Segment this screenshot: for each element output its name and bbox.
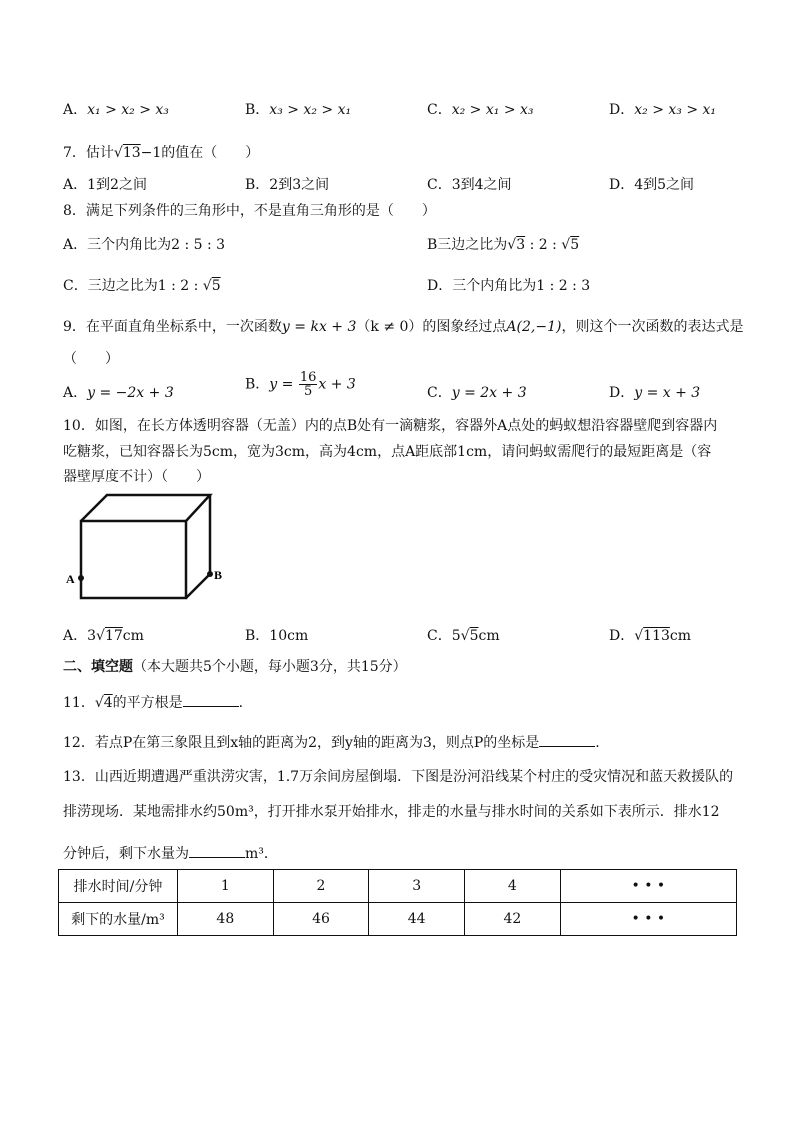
point-a-label: A	[66, 572, 75, 586]
q7-option-c: C．3到4之间	[427, 177, 512, 193]
table-header-cell: 排水时间/分钟	[59, 870, 178, 903]
q9-stem-line1: 9．在平面直角坐标系中，一次函数y = kx + 3（k ≠ 0）的图象经过点A(2,−1)，则这个一次函数的表达式是	[63, 319, 744, 335]
q7-option-a: A．1到2之间	[63, 177, 147, 193]
q7-option-d: D．4到5之间	[609, 177, 695, 193]
table-cell: 3	[369, 870, 465, 903]
q9-stem-line2: （ ）	[63, 351, 119, 367]
table-cell: 48	[178, 903, 274, 936]
q12-answer-blank[interactable]	[539, 732, 595, 747]
q12: 12．若点P在第三象限且到x轴的距离为2，到y轴的距离为3，则点P的坐标是 .	[63, 732, 600, 752]
table-cell: • • •	[560, 870, 736, 903]
table-header-cell: 剩下的水量/m³	[59, 903, 178, 936]
q10-option-d: D．√113cm	[609, 628, 692, 644]
point-b-label: B	[214, 568, 222, 582]
q13-line2: 排涝现场．某地需排水约50m³，打开排水泵开始排水，排走的水量与排水时间的关系如下表所示．排水12	[63, 804, 720, 820]
box-top-edges	[81, 495, 210, 521]
q11-answer-blank[interactable]	[183, 692, 239, 707]
q11: 11．√4的平方根是 .	[63, 692, 243, 712]
q10-stem-line3: 器壁厚度不计）（ ）	[63, 469, 210, 485]
q13-line3: 分钟后，剩下水量为 m³．	[63, 843, 278, 863]
q6-option-a: A．x₁ > x₂ > x₃	[63, 102, 169, 118]
q6-option-b: B．x₃ > x₂ > x₁	[245, 102, 352, 118]
q8-option-b: B三边之比为√3 : 2 : √5	[427, 237, 580, 253]
q6-option-d: D．x₂ > x₃ > x₁	[609, 102, 717, 118]
q10-option-c: C．5√5cm	[427, 628, 500, 644]
point-b-dot	[207, 571, 213, 577]
q8-stem: 8．满足下列条件的三角形中，不是直角三角形的是（ ）	[63, 203, 436, 219]
point-a-dot	[78, 575, 84, 581]
q10-option-b: B．10cm	[245, 628, 309, 644]
q10-box-figure	[62, 490, 222, 606]
q10-option-a: A．3√17cm	[63, 628, 144, 644]
q7-option-b: B．2到3之间	[245, 177, 330, 193]
fraction: $\frac{16}{5}$	[299, 370, 317, 399]
q13-answer-blank[interactable]	[189, 843, 245, 858]
q9-option-b: B．y = $\frac{16}{5}$ x + 3	[245, 370, 356, 399]
q13-line1: 13．山西近期遭遇严重洪涝灾害，1.7万余间房屋倒塌．下图是汾河沿线某个村庄的受灾情况和蓝天救援队的	[63, 769, 734, 785]
q8-option-d: D．三个内角比为1 : 2 : 3	[427, 278, 591, 294]
q6-option-c: C．x₂ > x₁ > x₃	[427, 102, 534, 118]
q9-option-c: C．y = 2x + 3	[427, 385, 527, 401]
box-side-edges	[186, 495, 210, 598]
q10-stem-line1: 10．如图，在长方体透明容器（无盖）内的点B处有一滴糖浆，容器外A点处的蚂蚁想沿容器壁爬到容器内	[63, 418, 718, 434]
q7-stem: 7．估计√13−1的值在（ ）	[63, 145, 260, 161]
table-cell: 1	[178, 870, 274, 903]
q8-option-c: C．三边之比为1 : 2 : √5	[63, 278, 221, 294]
section-2-heading: 二、填空题（本大题共5个小题，每小题3分，共15分）	[63, 659, 407, 675]
table-cell: 46	[273, 903, 369, 936]
table-cell: 42	[465, 903, 561, 936]
drainage-table	[58, 869, 737, 936]
table-cell: • • •	[560, 903, 736, 936]
table-row	[59, 870, 737, 903]
box-front-face	[81, 521, 186, 598]
table-cell: 4	[465, 870, 561, 903]
q9-option-a: A．y = −2x + 3	[63, 385, 174, 401]
q8-option-a: A．三个内角比为2 : 5 : 3	[63, 237, 226, 253]
table-cell: 2	[273, 870, 369, 903]
table-cell: 44	[369, 903, 465, 936]
table-row	[59, 903, 737, 936]
q9-option-d: D．y = x + 3	[609, 385, 701, 401]
q10-stem-line2: 吃糖浆，已知容器长为5cm，宽为3cm，高为4cm，点A距底部1cm，请问蚂蚁需爬行的最短距离是（容	[63, 444, 712, 460]
